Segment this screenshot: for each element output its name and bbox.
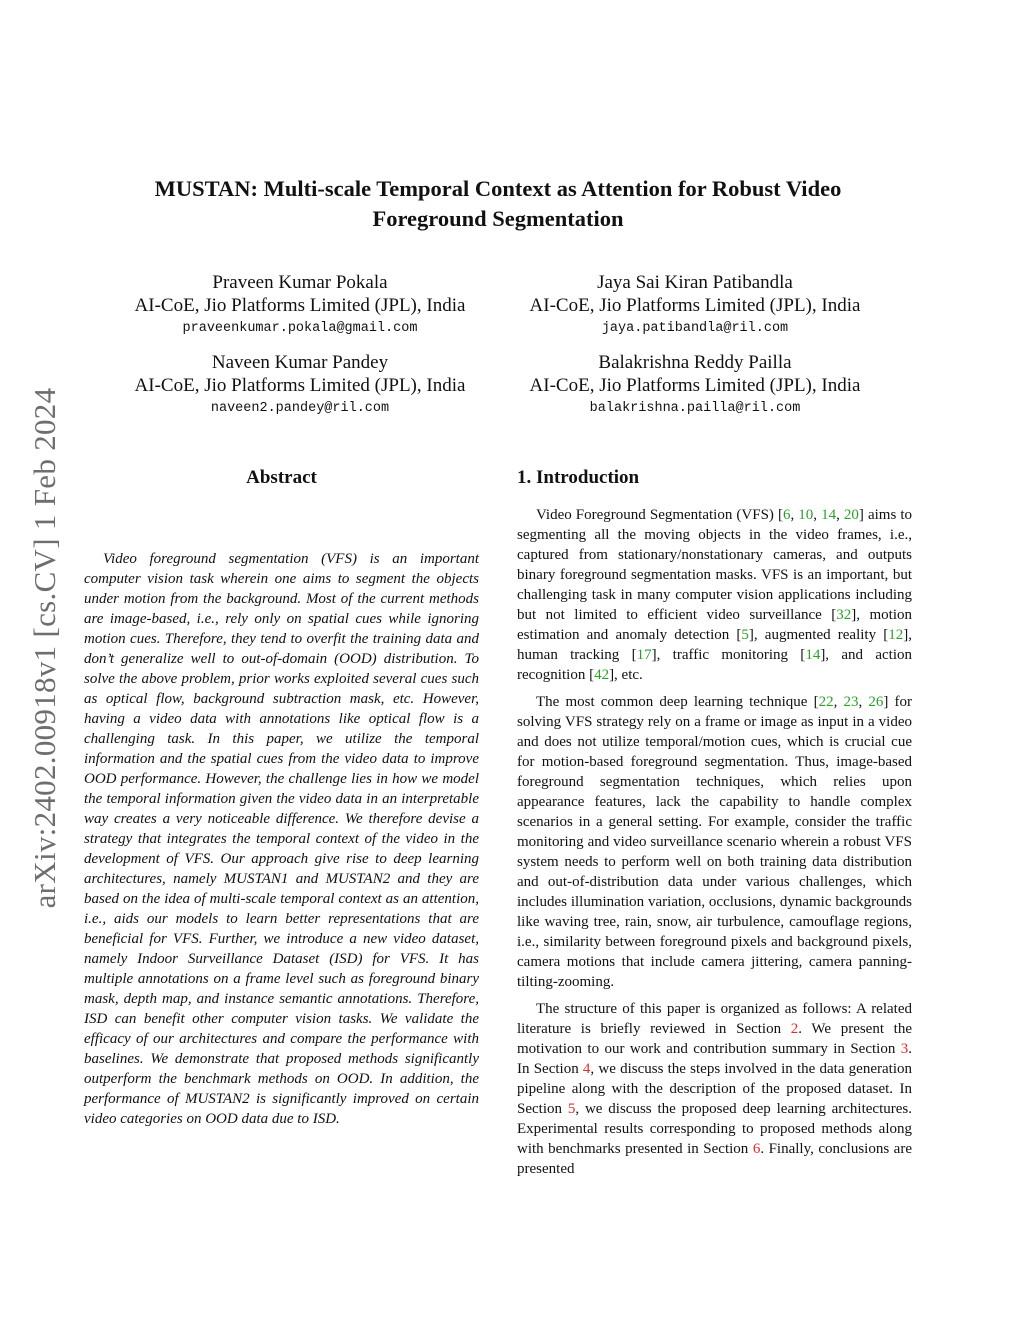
text-span: . In Section xyxy=(517,1041,912,1077)
text-span: ] aims to segmenting all the moving objects in the video frames, i.e., captured from stationary/nonstationary cameras, and outputs binary foreground segmentation masks. VFS is an important, but challenging task in many computer vision applications including but not limited to efficient video surveillance [ xyxy=(517,507,913,623)
paper-title: MUSTAN: Multi-scale Temporal Context as Attention for Robust Video Foreground Segmentation xyxy=(154,176,842,231)
text-span: ], augmented reality [ xyxy=(748,627,889,643)
text-span: . Finally, conclusions are presented xyxy=(517,1141,912,1177)
author-affiliation: AI-CoE, Jio Platforms Limited (JPL), India xyxy=(529,295,861,316)
citation-link[interactable]: 22 xyxy=(818,694,834,710)
text-span: ], etc. xyxy=(609,667,643,683)
citation-link[interactable]: 20 xyxy=(843,507,859,523)
citation-link[interactable]: 14 xyxy=(821,507,837,523)
author-block xyxy=(495,351,895,421)
text-span: ], traffic monitoring [ xyxy=(651,647,806,663)
citation-link[interactable]: 6 xyxy=(782,507,791,523)
citation-link[interactable]: 12 xyxy=(888,627,904,643)
author-name: Balakrishna Reddy Pailla xyxy=(598,352,792,373)
author-name: Jaya Sai Kiran Patibandla xyxy=(597,272,793,293)
author-affiliation: AI-CoE, Jio Platforms Limited (JPL), India xyxy=(134,375,466,396)
author-email[interactable]: naveen2.pandey@ril.com xyxy=(210,401,390,416)
section-ref-link[interactable]: 5 xyxy=(567,1101,576,1117)
author-email[interactable]: balakrishna.pailla@ril.com xyxy=(589,401,801,416)
author-name: Praveen Kumar Pokala xyxy=(212,272,388,293)
arxiv-stamp-text: arXiv:2402.00918v1 [cs.CV] 1 Feb 2024 xyxy=(27,387,62,909)
intro-paragraph-1 xyxy=(517,505,912,685)
introduction-heading: 1. Introduction xyxy=(517,467,640,488)
text-span: Video Foreground Segmentation (VFS) [ xyxy=(536,507,783,523)
intro-paragraph-2 xyxy=(517,692,912,992)
section-ref-link[interactable]: 6 xyxy=(752,1141,761,1157)
text-span: , xyxy=(813,507,822,523)
author-affiliation: AI-CoE, Jio Platforms Limited (JPL), India xyxy=(529,375,861,396)
text-span: , xyxy=(790,507,799,523)
text-span: ] for solving VFS strategy rely on a frame or image as input in a video and does not utilize temporal/motion cues, which is crucial cue for motion-based foreground segmentation. Thus, image-based foreground segmentation techniques, which relies upon appearance features, lack the capability to handle complex scenarios in a general setting. For example, consider the traffic monitoring and video surveillance scenario wherein a robust VFS system needs to perform well on both training data distribution and out-of-distribution data under various challenges, which includes illumination variation, occlusions, dynamic backgrounds like waving tree, rain, snow, air turbulence, camouflage regions, i.e., similarity between foreground pixels and background pixels, camera motions that include camera jittering, camera panning-tilting-zooming. xyxy=(517,694,912,990)
citation-link[interactable]: 17 xyxy=(636,647,652,663)
author-affiliation: AI-CoE, Jio Platforms Limited (JPL), India xyxy=(134,295,466,316)
intro-paragraph-3 xyxy=(517,999,912,1179)
abstract-heading: Abstract xyxy=(246,467,317,488)
author-email[interactable]: jaya.patibandla@ril.com xyxy=(601,321,789,336)
section-ref-link[interactable]: 4 xyxy=(582,1061,591,1077)
citation-link[interactable]: 5 xyxy=(741,627,749,643)
text-span: , xyxy=(833,694,844,710)
author-block xyxy=(100,351,500,421)
author-block xyxy=(495,271,895,341)
text-span: . We present the motivation to our work and contribution summary in Section xyxy=(517,1021,913,1057)
right-column xyxy=(517,466,912,1179)
left-column xyxy=(84,466,479,1144)
citation-link[interactable]: 32 xyxy=(836,607,852,623)
text-span: The structure of this paper is organized as follows: A related literature is briefly reviewed in Section xyxy=(517,1001,912,1037)
text-span: ], and action recognition [ xyxy=(517,647,912,683)
text-span: ], motion estimation and anomaly detection [ xyxy=(517,607,912,643)
section-ref-link[interactable]: 2 xyxy=(790,1021,799,1037)
text-span: , we discuss the steps involved in the data generation pipeline along with the description of the proposed dataset. In Section xyxy=(517,1061,912,1117)
text-span: , we discuss the proposed deep learning architectures. Experimental results corresponding to proposed methods along with benchmarks presented in Section xyxy=(517,1101,912,1157)
citation-link[interactable]: 14 xyxy=(805,647,821,663)
section-ref-link[interactable]: 3 xyxy=(900,1041,909,1057)
author-block xyxy=(100,271,500,341)
author-name: Naveen Kumar Pandey xyxy=(211,352,389,373)
citation-link[interactable]: 42 xyxy=(594,667,610,683)
author-email[interactable]: praveenkumar.pokala@gmail.com xyxy=(182,321,418,336)
abstract-text: Video foreground segmentation (VFS) is an important computer vision task wherein one aims to segment the objects under motion from the background. Most of the current methods are image-based, i.e., rely only on spatial cues while ignoring motion cues. Therefore, they tend to overfit the training data and don’t generalize well to out-of-domain (OOD) distribution. To solve the above problem, prior works exploited several cues such as optical flow, background subtraction mask, etc. However, having a video data with annotations like optical flow is a challenging task. In this paper, we utilize the temporal information and the spatial cues from the video data to improve OOD performance. However, the challenge lies in how we model the temporal information given the video data in an interpretable way creates a very noticeable difference. We therefore devise a strategy that integrates the temporal context of the video in the development of VFS. Our approach give rise to deep learning architectures, namely MUSTAN1 and MUSTAN2 and they are based on the idea of multi-scale temporal context as an attention, i.e., aids our models to learn better representations that are beneficial for VFS. Further, we introduce a new video dataset, namely Indoor Surveillance Dataset (ISD) for VFS. It has multiple annotations on a frame level such as foreground binary mask, depth map, and instance semantic annotations. Therefore, ISD can benefit other computer vision tasks. We validate the efficacy of our architectures and compare the performance with baselines. We demonstrate that proposed methods significantly outperform the benchmark methods on OOD. In addition, the performance of MUSTAN2 is significantly improved on certain video categories on OOD data due to ISD. xyxy=(84,551,479,1127)
citation-link[interactable]: 10 xyxy=(798,507,814,523)
text-span: The most common deep learning technique [ xyxy=(536,694,819,710)
citation-link[interactable]: 23 xyxy=(843,694,859,710)
arxiv-stamp xyxy=(22,368,68,928)
citation-link[interactable]: 26 xyxy=(868,694,884,710)
text-span: ], human tracking [ xyxy=(517,627,912,663)
text-span: , xyxy=(836,507,844,523)
text-span: , xyxy=(858,694,869,710)
